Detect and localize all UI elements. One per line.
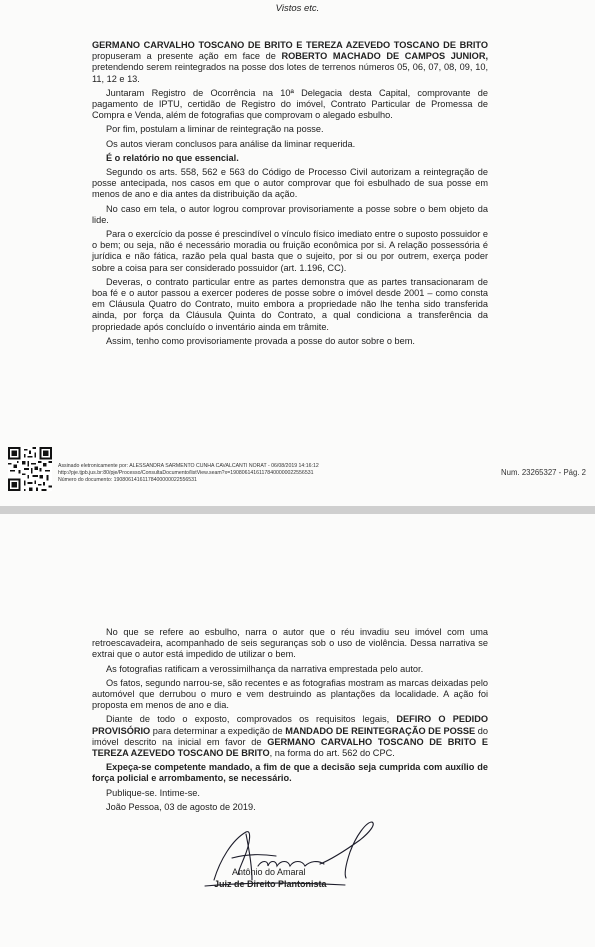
- paragraph: [92, 40, 488, 85]
- page-1-body-text: [92, 40, 488, 350]
- paragraph: [92, 229, 488, 274]
- paragraph: [92, 124, 488, 135]
- bold-text: DEFIRO O PEDIDO PROVISÓRIO: [92, 714, 488, 736]
- text-run: para determinar a expedição de: [150, 725, 286, 736]
- text-run: No que se refere ao esbulho, narra o autor que o réu invadiu seu imóvel com uma retroescavadeira, acompanhado de seis seguranças sob o uso de violência. Dessa narrativa se extrai que o autor está impedido de utilizar o bem.: [92, 627, 488, 660]
- paragraph: [92, 88, 488, 122]
- text-run: Segundo os arts. 558, 562 e 563 do Código de Processo Civil autorizam a reintegração de posse antecipada, nos casos em que o autor comprovar que foi esbulhado de sua posse em menos de ano e dia antes da distribuição da ação.: [92, 167, 488, 200]
- text-run: Deveras, o contrato particular entre as partes demonstra que as partes transacionaram de boa fé e o autor passou a exercer poderes de posse sobre o imóvel desde 2001 – como consta em Cláusula Quatro do Contrato, muito embora a propriedade não lhe tenha sido transferida ainda, por força da Cláusula Quinta do Contrato, a qual condiciona a transferência da propriedade após concluído o inventário ainda em trâmite.: [92, 276, 488, 332]
- electronic-signature-footer: [8, 447, 588, 492]
- text-run: As fotografias ratificam a verossimilhança da narrativa emprestada pelo autor.: [106, 663, 424, 674]
- text-run: Assim, tenho como provisoriamente provada a posse do autor sobre o bem.: [106, 335, 415, 346]
- bold-text: MANDADO DE REINTEGRAÇÃO DE POSSE: [285, 725, 476, 736]
- judge-role: Juiz de Direito Plantonista: [214, 879, 327, 889]
- text-run: Diante de todo o exposto, comprovados os requisitos legais,: [106, 714, 397, 725]
- text-run: pretendendo serem reintegrados na posse dos lotes de terrenos números 05, 06, 07, 08, 09, 10, 11, 12 e 13.: [92, 62, 488, 84]
- document-url[interactable]: http://pje.tjpb.jus.br:80/pje/Processo/ConsultaDocumento/listView.seam?x=19080614161178400000022556531: [58, 470, 314, 477]
- bold-text: É o relatório no que essencial.: [106, 152, 239, 163]
- text-run: , na forma do art. 562 do CPC.: [269, 748, 395, 759]
- bold-text: GERMANO CARVALHO TOSCANO DE BRITO E TEREZA AZEVEDO TOSCANO DE BRITO: [92, 40, 488, 50]
- text-run: Para o exercício da posse é prescindível o vínculo físico imediato entre o suposto possuidor e o bem; ou seja, não é necessário moradia ou fruição econômica por si. A relação possessória é jurídica e não fática, razão pela qual basta que o sujeito, por si ou por outrem, exerça poder sobre a coisa para ser considerado possuidor (art. 1.196, CC).: [92, 229, 489, 273]
- text-run: Publique-se. Intime-se.: [106, 787, 200, 798]
- paragraph: [92, 167, 488, 201]
- bold-text: ROBERTO MACHADO DE CAMPOS JUNIOR,: [281, 51, 489, 62]
- bold-text: GERMANO CARVALHO TOSCANO DE BRITO E TEREZA AZEVEDO TOSCANO DE BRITO: [92, 736, 489, 759]
- text-run: Juntaram Registro de Ocorrência na 10ª Delegacia desta Capital, comprovante de pagamento de IPTU, certidão de Registro do imóvel, Contrato Particular de Promessa de Compra e Venda, além de fotografias que comprovam o alegado esbulho.: [92, 87, 488, 121]
- text-run: No caso em tela, o autor logrou comprovar provisoriamente a posse sobre o bem objeto da lide.: [92, 203, 488, 225]
- paragraph: [92, 204, 488, 226]
- document-number: Número do documento: 19080614161178400000022556531: [58, 477, 197, 484]
- document-page-2: [0, 514, 595, 947]
- paragraph: [92, 277, 488, 333]
- paragraph: [92, 336, 488, 347]
- text-run: do imóvel descrito na inicial em favor de: [92, 725, 488, 747]
- bold-text: Expeça-se competente mandado, a fim de que a decisão seja cumprida com auxílio de força policial e arrombamento, se necessário.: [92, 762, 488, 784]
- text-run: Os autos vieram conclusos para análise da liminar requerida.: [106, 138, 356, 149]
- qr-code-icon: [8, 447, 52, 491]
- signature-details: [58, 463, 319, 485]
- page-separator: [0, 506, 595, 514]
- opening-note: Vistos etc.: [275, 3, 320, 14]
- text-run: Por fim, postulam a liminar de reintegração na posse.: [106, 124, 324, 135]
- judge-name: Antônio do Amaral: [232, 867, 306, 877]
- page-number: Num. 23265327 - Pág. 2: [501, 468, 586, 477]
- signer-line: Assinado eletronicamente por: ALESSANDRA SARMENTO CUNHA CAVALCANTI NORAT - 06/08/2019 14:16:12: [58, 463, 319, 469]
- text-run: João Pessoa, 03 de agosto de 2019.: [106, 801, 256, 812]
- paragraph: [92, 139, 488, 150]
- text-run: propuseram a presente ação em face de: [92, 51, 282, 62]
- text-run: Os fatos, segundo narrou-se, são recentes e as fotografias mostram as marcas deixadas pelo automóvel que derrubou o muro e vem destruindo as plantações da localidade. A ação foi proposta em menos de ano e dia.: [92, 677, 488, 711]
- paragraph: [92, 153, 488, 164]
